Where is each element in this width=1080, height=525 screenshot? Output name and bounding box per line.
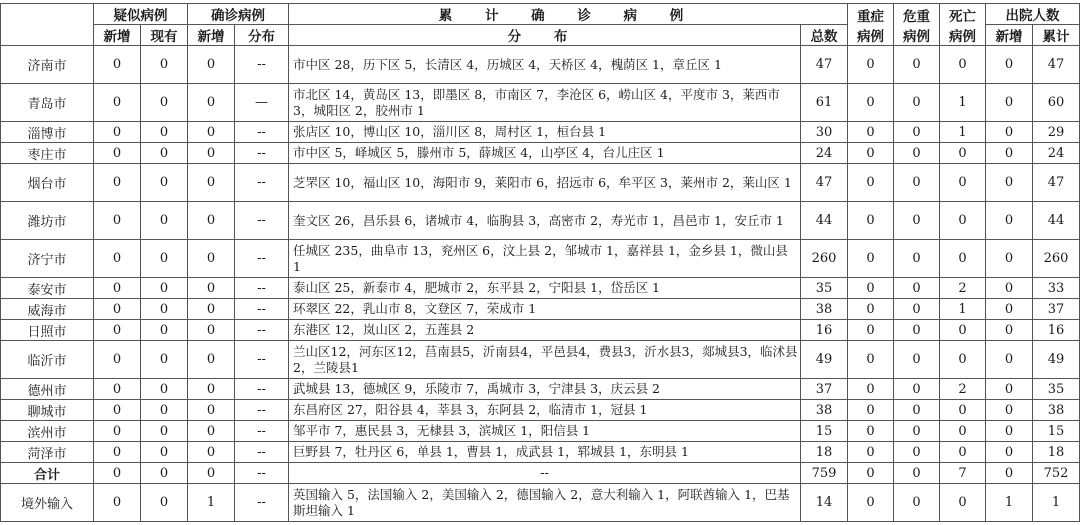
- death-header-line2: 病例: [949, 28, 976, 45]
- table-row: [1, 379, 1080, 400]
- discharged-total: 37: [1033, 299, 1080, 320]
- imported-label: 境外输入: [1, 484, 94, 522]
- severe-count: 0: [848, 320, 894, 341]
- severe-header: [848, 4, 894, 46]
- discharged-new: 0: [986, 320, 1033, 341]
- death-count: 0: [940, 240, 986, 278]
- severe-count: 0: [848, 379, 894, 400]
- death-count: 0: [940, 421, 986, 442]
- suspected-current: 0: [141, 299, 188, 320]
- cumulative-total: 16: [801, 320, 848, 341]
- severe-count: 0: [848, 84, 894, 122]
- discharged-new-header: 新增: [986, 25, 1033, 46]
- district-distribution: 巨野县 7，牡丹区 6，单县 1，曹县 1，成武县 1，郓城县 1，东明县 1: [289, 442, 801, 463]
- discharged-new: 0: [986, 341, 1033, 379]
- critical-count: 0: [894, 278, 940, 299]
- imported-suspected-new: 0: [94, 484, 141, 522]
- confirmed-new: 0: [188, 143, 235, 164]
- confirmed-new: 0: [188, 299, 235, 320]
- suspected-new: 0: [94, 320, 141, 341]
- suspected-new: 0: [94, 341, 141, 379]
- total-discharged-new: 0: [986, 463, 1033, 484]
- total-row: [1, 463, 1080, 484]
- death-count: 1: [940, 299, 986, 320]
- total-confirmed-distribution: --: [235, 463, 289, 484]
- district-distribution: 环翠区 22，乳山市 8，文登区 7，荣成市 1: [289, 299, 801, 320]
- district-distribution: 东昌府区 27，阳谷县 4，莘县 3，东阿县 2，临清市 1，冠县 1: [289, 400, 801, 421]
- suspected-current: 0: [141, 400, 188, 421]
- critical-count: 0: [894, 143, 940, 164]
- district-distribution: 奎文区 26，昌乐县 6，诸城市 4，临朐县 3，高密市 2，寿光市 1，昌邑市 1，安丘市 1: [289, 202, 801, 240]
- discharged-new: 0: [986, 299, 1033, 320]
- severe-count: 0: [848, 299, 894, 320]
- city-rows: [1, 46, 1080, 463]
- suspected-new-header: 新增: [94, 25, 141, 46]
- confirmed-new: 0: [188, 320, 235, 341]
- total-distribution: --: [289, 463, 801, 484]
- discharged-total-header: 累计: [1033, 25, 1080, 46]
- cumulative-total: 37: [801, 379, 848, 400]
- confirmed-new: 0: [188, 46, 235, 84]
- imported-total: 14: [801, 484, 848, 522]
- critical-count: 0: [894, 442, 940, 463]
- suspected-new: 0: [94, 299, 141, 320]
- suspected-current: 0: [141, 164, 188, 202]
- city-name: 日照市: [1, 320, 94, 341]
- discharged-new: 0: [986, 400, 1033, 421]
- confirmed-new: 0: [188, 84, 235, 122]
- cumulative-total: 47: [801, 164, 848, 202]
- table-row: [1, 341, 1080, 379]
- confirmed-distribution: --: [235, 164, 289, 202]
- table-row: [1, 240, 1080, 278]
- death-count: 2: [940, 379, 986, 400]
- suspected-new: 0: [94, 202, 141, 240]
- suspected-current: 0: [141, 379, 188, 400]
- city-name: 青岛市: [1, 84, 94, 122]
- severe-count: 0: [848, 122, 894, 143]
- cumulative-total: 15: [801, 421, 848, 442]
- city-name: 威海市: [1, 299, 94, 320]
- discharged-total: 44: [1033, 202, 1080, 240]
- severe-count: 0: [848, 46, 894, 84]
- discharged-new: 0: [986, 122, 1033, 143]
- suspected-new: 0: [94, 379, 141, 400]
- discharged-new: 0: [986, 379, 1033, 400]
- cumulative-distribution-label: 分 布: [507, 29, 582, 45]
- confirmed-distribution: --: [235, 240, 289, 278]
- severe-header-line1: 重症: [857, 8, 884, 25]
- cumulative-total: 47: [801, 46, 848, 84]
- discharged-total: 29: [1033, 122, 1080, 143]
- discharged-total: 47: [1033, 164, 1080, 202]
- imported-row: [1, 484, 1080, 522]
- confirmed-new: 0: [188, 202, 235, 240]
- death-count: 0: [940, 143, 986, 164]
- critical-count: 0: [894, 299, 940, 320]
- suspected-current: 0: [141, 278, 188, 299]
- city-name: 德州市: [1, 379, 94, 400]
- cumulative-total: 44: [801, 202, 848, 240]
- confirmed-distribution: --: [235, 421, 289, 442]
- suspected-current: 0: [141, 46, 188, 84]
- confirmed-new: 0: [188, 341, 235, 379]
- critical-count: 0: [894, 379, 940, 400]
- confirmed-distribution: --: [235, 143, 289, 164]
- total-label: 合计: [1, 463, 94, 484]
- critical-count: 0: [894, 202, 940, 240]
- discharged-new: 0: [986, 421, 1033, 442]
- suspected-new: 0: [94, 240, 141, 278]
- discharged-total: 16: [1033, 320, 1080, 341]
- confirmed-new: 0: [188, 122, 235, 143]
- district-distribution: 市北区 14，黄岛区 13，即墨区 8，市南区 7，李沧区 6，崂山区 4，平度市 3，莱西市 3，城阳区 2，胶州市 1: [289, 84, 801, 122]
- death-count: 1: [940, 122, 986, 143]
- suspected-new: 0: [94, 400, 141, 421]
- discharged-new: 0: [986, 84, 1033, 122]
- header-row-1: [1, 4, 1080, 25]
- cumulative-header: [289, 4, 848, 25]
- suspected-new: 0: [94, 421, 141, 442]
- cumulative-total: 18: [801, 442, 848, 463]
- cumulative-distribution-header: [289, 25, 801, 46]
- severe-count: 0: [848, 240, 894, 278]
- discharged-total: 33: [1033, 278, 1080, 299]
- district-distribution: 任城区 235，曲阜市 13，兖州区 6，汶上县 2，邹城市 1，嘉祥县 1，金乡县 1，微山县 1: [289, 240, 801, 278]
- total-death: 7: [940, 463, 986, 484]
- death-header: [940, 4, 986, 46]
- imported-severe: 0: [848, 484, 894, 522]
- city-header: [1, 4, 94, 46]
- confirmed-distribution: --: [235, 46, 289, 84]
- total-confirmed-new: 0: [188, 463, 235, 484]
- city-name: 烟台市: [1, 164, 94, 202]
- cumulative-total: 30: [801, 122, 848, 143]
- table-row: [1, 164, 1080, 202]
- death-count: 0: [940, 164, 986, 202]
- table-row: [1, 421, 1080, 442]
- death-count: 0: [940, 341, 986, 379]
- cumulative-total-header: 总数: [801, 25, 848, 46]
- confirmed-distribution: --: [235, 400, 289, 421]
- critical-count: 0: [894, 122, 940, 143]
- total-critical: 0: [894, 463, 940, 484]
- suspected-new: 0: [94, 143, 141, 164]
- table-row: [1, 46, 1080, 84]
- table-row: [1, 122, 1080, 143]
- severe-header-line2: 病例: [857, 28, 884, 45]
- suspected-new: 0: [94, 122, 141, 143]
- severe-count: 0: [848, 341, 894, 379]
- cumulative-total: 260: [801, 240, 848, 278]
- total-suspected-current: 0: [141, 463, 188, 484]
- cumulative-total: 35: [801, 278, 848, 299]
- total-suspected-new: 0: [94, 463, 141, 484]
- discharged-total: 60: [1033, 84, 1080, 122]
- city-name: 潍坊市: [1, 202, 94, 240]
- critical-header-line1: 危重: [903, 8, 930, 25]
- table-row: [1, 278, 1080, 299]
- discharged-new: 0: [986, 46, 1033, 84]
- summary-rows: [1, 463, 1080, 522]
- confirmed-new: 0: [188, 400, 235, 421]
- suspected-new: 0: [94, 46, 141, 84]
- suspected-current-header: 现有: [141, 25, 188, 46]
- city-name: 济宁市: [1, 240, 94, 278]
- confirmed-header: 确诊病例: [188, 4, 289, 25]
- confirmed-new-header: 新增: [188, 25, 235, 46]
- discharged-new: 0: [986, 143, 1033, 164]
- confirmed-new: 0: [188, 442, 235, 463]
- confirmed-new: 0: [188, 278, 235, 299]
- critical-count: 0: [894, 84, 940, 122]
- district-distribution: 泰山区 25，新泰市 4，肥城市 2，东平县 2，宁阳县 1，岱岳区 1: [289, 278, 801, 299]
- discharged-total: 49: [1033, 341, 1080, 379]
- imported-death: 0: [940, 484, 986, 522]
- severe-count: 0: [848, 278, 894, 299]
- city-name: 枣庄市: [1, 143, 94, 164]
- total-count: 759: [801, 463, 848, 484]
- discharged-new: 0: [986, 202, 1033, 240]
- discharged-total: 24: [1033, 143, 1080, 164]
- cumulative-total: 24: [801, 143, 848, 164]
- discharged-new: 0: [986, 164, 1033, 202]
- table-row: [1, 442, 1080, 463]
- confirmed-distribution: --: [235, 299, 289, 320]
- severe-count: 0: [848, 421, 894, 442]
- confirmed-new: 0: [188, 379, 235, 400]
- district-distribution: 武城县 13，德城区 9，乐陵市 7，禹城市 3，宁津县 3，庆云县 2: [289, 379, 801, 400]
- severe-count: 0: [848, 202, 894, 240]
- imported-confirmed-distribution: --: [235, 484, 289, 522]
- death-count: 0: [940, 442, 986, 463]
- cumulative-header-label: 累 计 确 诊 病 例: [438, 8, 698, 24]
- confirmed-distribution: --: [235, 122, 289, 143]
- discharged-new: 0: [986, 278, 1033, 299]
- critical-header-line2: 病例: [903, 28, 930, 45]
- suspected-current: 0: [141, 442, 188, 463]
- imported-discharged-total: 1: [1033, 484, 1080, 522]
- cumulative-total: 49: [801, 341, 848, 379]
- critical-count: 0: [894, 240, 940, 278]
- suspected-header: 疑似病例: [94, 4, 188, 25]
- suspected-current: 0: [141, 143, 188, 164]
- suspected-current: 0: [141, 421, 188, 442]
- critical-count: 0: [894, 164, 940, 202]
- confirmed-distribution-header: 分布: [235, 25, 289, 46]
- death-header-line1: 死亡: [949, 8, 976, 25]
- suspected-current: 0: [141, 240, 188, 278]
- total-discharged-total: 752: [1033, 463, 1080, 484]
- city-name: 淄博市: [1, 122, 94, 143]
- suspected-current: 0: [141, 341, 188, 379]
- confirmed-distribution: --: [235, 341, 289, 379]
- city-name: 滨州市: [1, 421, 94, 442]
- discharged-total: 35: [1033, 379, 1080, 400]
- confirmed-new: 0: [188, 164, 235, 202]
- death-count: 1: [940, 84, 986, 122]
- city-name: 菏泽市: [1, 442, 94, 463]
- district-distribution: 兰山区12，河东区12，莒南县5，沂南县4，平邑县4，费县3，沂水县3，郯城县3，临沭县2，兰陵县1: [289, 341, 801, 379]
- discharged-total: 18: [1033, 442, 1080, 463]
- critical-count: 0: [894, 320, 940, 341]
- critical-count: 0: [894, 400, 940, 421]
- death-count: 0: [940, 202, 986, 240]
- suspected-new: 0: [94, 164, 141, 202]
- severe-count: 0: [848, 143, 894, 164]
- cumulative-total: 61: [801, 84, 848, 122]
- severe-count: 0: [848, 164, 894, 202]
- discharged-total: 47: [1033, 46, 1080, 84]
- death-count: 0: [940, 46, 986, 84]
- city-name: 聊城市: [1, 400, 94, 421]
- imported-critical: 0: [894, 484, 940, 522]
- table-row: [1, 400, 1080, 421]
- suspected-current: 0: [141, 202, 188, 240]
- confirmed-distribution: --: [235, 278, 289, 299]
- discharged-new: 0: [986, 240, 1033, 278]
- district-distribution: 邹平市 7，惠民县 3，无棣县 3，滨城区 1，阳信县 1: [289, 421, 801, 442]
- district-distribution: 市中区 28，历下区 5，长清区 4，历城区 4，天桥区 4，槐荫区 1，章丘区 1: [289, 46, 801, 84]
- discharged-header: 出院人数: [986, 4, 1080, 25]
- table-row: [1, 299, 1080, 320]
- suspected-new: 0: [94, 442, 141, 463]
- district-distribution: 芝罘区 10，福山区 10，海阳市 9，莱阳市 6，招远市 6，牟平区 3，莱州市 2，莱山区 1: [289, 164, 801, 202]
- suspected-current: 0: [141, 320, 188, 341]
- suspected-current: 0: [141, 84, 188, 122]
- cumulative-total: 38: [801, 299, 848, 320]
- table-row: [1, 202, 1080, 240]
- severe-count: 0: [848, 442, 894, 463]
- discharged-total: 15: [1033, 421, 1080, 442]
- confirmed-new: 0: [188, 421, 235, 442]
- city-name: 济南市: [1, 46, 94, 84]
- confirmed-new: 0: [188, 240, 235, 278]
- discharged-new: 0: [986, 442, 1033, 463]
- district-distribution: 张店区 10，博山区 10，淄川区 8，周村区 1，桓台县 1: [289, 122, 801, 143]
- critical-header: [894, 4, 940, 46]
- imported-suspected-current: 0: [141, 484, 188, 522]
- table-row: [1, 84, 1080, 122]
- critical-count: 0: [894, 421, 940, 442]
- confirmed-distribution: --: [235, 442, 289, 463]
- death-count: 2: [940, 278, 986, 299]
- death-count: 0: [940, 320, 986, 341]
- city-name: 临沂市: [1, 341, 94, 379]
- suspected-current: 0: [141, 122, 188, 143]
- confirmed-distribution: --: [235, 379, 289, 400]
- table-row: [1, 320, 1080, 341]
- table-row: [1, 143, 1080, 164]
- suspected-new: 0: [94, 84, 141, 122]
- critical-count: 0: [894, 341, 940, 379]
- confirmed-distribution: --: [235, 320, 289, 341]
- death-count: 0: [940, 400, 986, 421]
- total-severe: 0: [848, 463, 894, 484]
- critical-count: 0: [894, 46, 940, 84]
- discharged-total: 38: [1033, 400, 1080, 421]
- confirmed-distribution: —: [235, 84, 289, 122]
- covid-cases-table: [0, 3, 1080, 522]
- district-distribution: 东港区 12，岚山区 2，五莲县 2: [289, 320, 801, 341]
- imported-discharged-new: 1: [986, 484, 1033, 522]
- severe-count: 0: [848, 400, 894, 421]
- cumulative-total: 38: [801, 400, 848, 421]
- confirmed-distribution: --: [235, 202, 289, 240]
- district-distribution: 市中区 5，峄城区 5，滕州市 5，薛城区 4，山亭区 4，台儿庄区 1: [289, 143, 801, 164]
- suspected-new: 0: [94, 278, 141, 299]
- city-name: 泰安市: [1, 278, 94, 299]
- discharged-total: 260: [1033, 240, 1080, 278]
- imported-distribution: 英国输入 5，法国输入 2，美国输入 2，德国输入 2，意大利输入 1，阿联酋输入 1，巴基斯坦输入 1: [289, 484, 801, 522]
- imported-confirmed-new: 1: [188, 484, 235, 522]
